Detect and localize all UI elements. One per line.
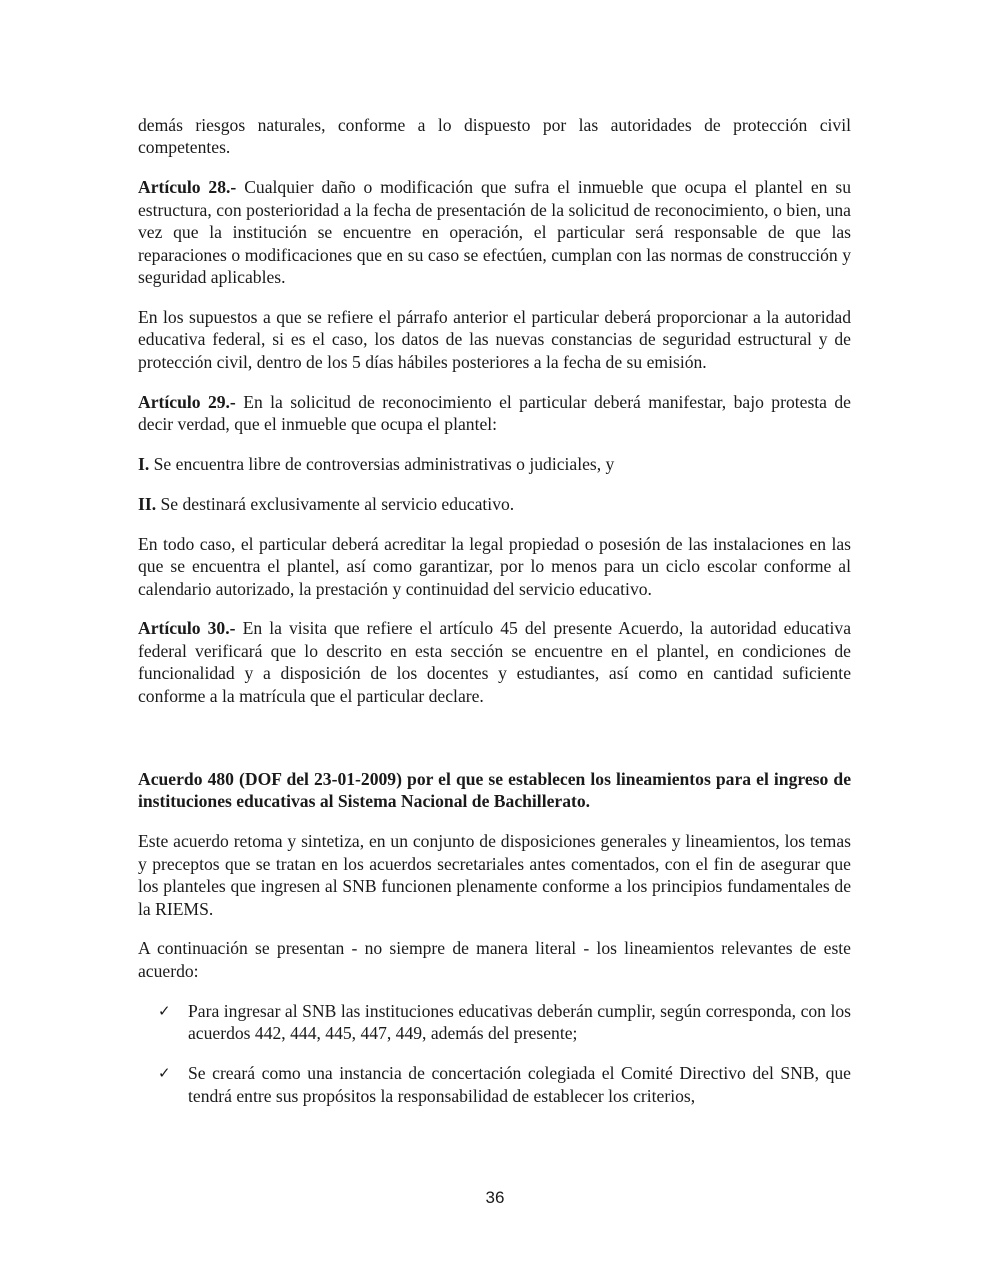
checklist-item-text: Para ingresar al SNB las instituciones educativas deberán cumplir, según corresponda, con los acuerdos 442, 444, 445, 447, 449, además del presente; xyxy=(188,1000,851,1044)
section-heading: Acuerdo 480 (DOF del 23-01-2009) por el que se establecen los lineamientos para el ingreso de instituciones educativas al Sistema Nacional de Bachillerato. xyxy=(138,769,851,812)
item-text: Se encuentra libre de controversias administrativas o judiciales, y xyxy=(149,453,615,474)
paragraph: A continuación se presentan - no siempre de manera literal - los lineamientos relevantes de este acuerdo: xyxy=(138,938,851,981)
document-body xyxy=(138,114,851,1124)
article-28 xyxy=(138,176,851,288)
checklist-item-text: Se creará como una instancia de concertación colegiada el Comité Directivo del SNB, que tendrá entre sus propósitos la responsabilidad de establecer los criterios, xyxy=(188,1063,851,1106)
article-label: Artículo 30.- xyxy=(138,618,236,639)
checkmark-icon: ✓ xyxy=(158,1064,171,1083)
item-text: Se destinará exclusivamente al servicio educativo. xyxy=(156,493,515,514)
paragraph: En los supuestos a que se refiere el párrafo anterior el particular deberá proporcionar a la autoridad educativa federal, si es el caso, los datos de las nuevas constancias de seguridad estructural y de protección civil, dentro de los 5 días hábiles posteriores a la fecha de su emisión. xyxy=(138,306,851,372)
numbered-item-2 xyxy=(138,493,851,515)
item-label: I. xyxy=(138,453,150,474)
paragraph: Este acuerdo retoma y sintetiza, en un conjunto de disposiciones generales y lineamientos, los temas y preceptos que se tratan en los acuerdos secretariales antes comentados, con el fin de asegurar que los planteles que ingresen al SNB funcionen plenamente conforme a los principios fundamentales de la RIEMS. xyxy=(138,831,851,919)
article-label: Artículo 29.- xyxy=(138,391,236,412)
numbered-item-1 xyxy=(138,453,851,475)
article-text: Cualquier daño o modificación que sufra el inmueble que ocupa el plantel en su estructura, con posterioridad a la fecha de presentación de la solicitud de reconocimiento, o bien, una vez que la institución se encuentre en operación, el particular será responsable de que las reparaciones o modificaciones que en su caso se efectúen, cumplan con las normas de construcción y seguridad aplicables. xyxy=(138,177,852,287)
article-30 xyxy=(138,617,851,707)
item-label: II. xyxy=(138,493,157,514)
paragraph: En todo caso, el particular deberá acreditar la legal propiedad o posesión de las instalaciones en las que se encuentra el plantel, así como garantizar, por lo menos para un ciclo escolar conforme al calendario autorizado, la prestación y continuidad del servicio educativo. xyxy=(138,533,851,599)
page-number: 36 xyxy=(485,1188,505,1207)
checkmark-icon: ✓ xyxy=(158,1001,171,1020)
checklist xyxy=(138,1000,851,1107)
checklist-item xyxy=(138,1062,851,1107)
article-text: En la solicitud de reconocimiento el particular deberá manifestar, bajo protesta de decir verdad, que el inmueble que ocupa el plantel: xyxy=(138,391,851,434)
checklist-item xyxy=(138,1000,851,1045)
article-29 xyxy=(138,391,851,436)
article-text: En la visita que refiere el artículo 45 del presente Acuerdo, la autoridad educativa federal verificará que lo descrito en esta sección se encuentre en el plantel, en condiciones de funcionalidad y a disposición de los docentes y estudiantes, así como en cantidad suficiente conforme a la matrícula que el particular declare. xyxy=(138,618,851,706)
article-label: Artículo 28.- xyxy=(138,177,237,198)
paragraph: demás riesgos naturales, conforme a lo dispuesto por las autoridades de protección civil competentes. xyxy=(138,115,851,158)
